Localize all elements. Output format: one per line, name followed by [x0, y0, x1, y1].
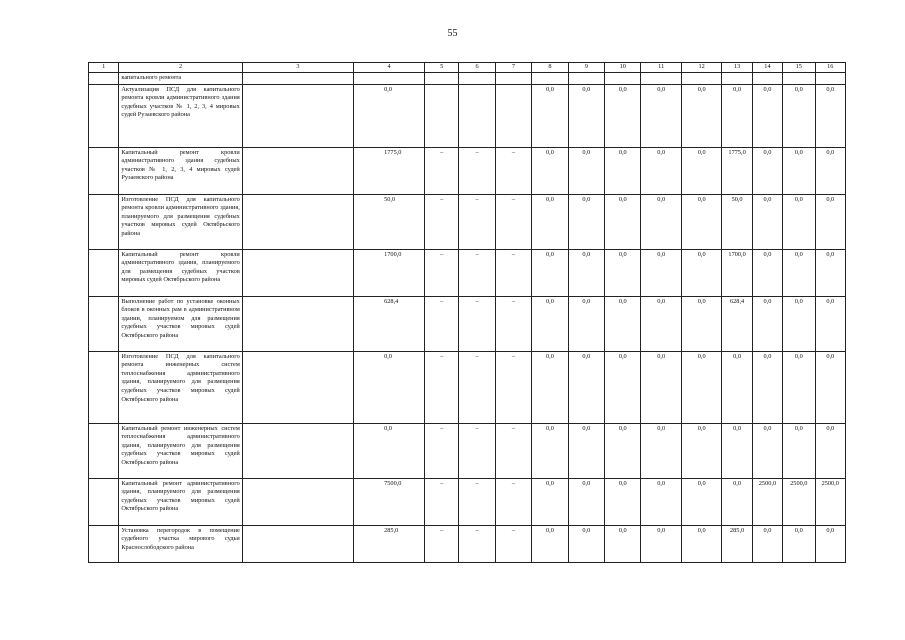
- total-amount-cell: 628,4: [354, 296, 425, 351]
- amount-cell: –: [424, 525, 458, 562]
- executor-cell: [242, 296, 353, 351]
- page-number: 55: [447, 28, 458, 39]
- column-header: 5: [424, 63, 458, 73]
- amount-cell: –: [424, 423, 458, 478]
- amount-cell: 0,0: [532, 84, 568, 147]
- amount-cell: 0,0: [815, 249, 846, 296]
- amount-cell: 0,0: [605, 296, 641, 351]
- amount-cell: –: [424, 296, 458, 351]
- activity-description: Капитальный ремонт инженерных систем теплоснабжения административного здания, планируемого для размещения судебных участков мировых судей Октябрьского района: [119, 423, 242, 478]
- amount-cell: [495, 84, 531, 147]
- executor-cell: [242, 84, 353, 147]
- executor-cell: [242, 351, 353, 423]
- amount-cell: –: [424, 478, 458, 525]
- amount-cell: 0,0: [681, 249, 721, 296]
- amount-cell: –: [495, 478, 531, 525]
- amount-cell: 2500,0: [783, 478, 815, 525]
- amount-cell: 0,0: [783, 525, 815, 562]
- amount-cell: –: [424, 351, 458, 423]
- amount-cell: 0,0: [752, 423, 782, 478]
- amount-cell: –: [495, 194, 531, 249]
- amount-cell: –: [424, 147, 458, 194]
- executor-cell: [242, 478, 353, 525]
- budget-table: [88, 62, 846, 563]
- row-number-cell: [89, 84, 119, 147]
- amount-cell: –: [459, 351, 495, 423]
- amount-cell: 0,0: [532, 194, 568, 249]
- table-row: [89, 423, 846, 478]
- activity-description: Изготовление ПСД для капитального ремонта кровли административного здания, планируемого для размещения судебных участков мировых судей Октябрьского района: [119, 194, 242, 249]
- amount-cell: 0,0: [815, 84, 846, 147]
- amount-cell: 0,0: [681, 525, 721, 562]
- column-header: 16: [815, 63, 846, 73]
- activity-description: капитального ремонта: [119, 72, 242, 84]
- column-header: 4: [354, 63, 425, 73]
- activity-description: Установка перегородок в помещение судебного участка мирового судьи Краснослободского района: [119, 525, 242, 562]
- amount-cell: [783, 72, 815, 84]
- amount-cell: 0,0: [568, 351, 604, 423]
- amount-cell: 0,0: [815, 194, 846, 249]
- amount-cell: –: [459, 296, 495, 351]
- column-header: 9: [568, 63, 604, 73]
- table-row: [89, 249, 846, 296]
- amount-cell: 0,0: [605, 194, 641, 249]
- column-header: 6: [459, 63, 495, 73]
- amount-cell: 2500,0: [752, 478, 782, 525]
- amount-cell: 0,0: [532, 351, 568, 423]
- amount-cell: 0,0: [532, 525, 568, 562]
- total-amount-cell: 285,0: [354, 525, 425, 562]
- amount-cell: 0,0: [752, 525, 782, 562]
- amount-cell: 0,0: [815, 525, 846, 562]
- amount-cell: 0,0: [605, 84, 641, 147]
- row-number-cell: [89, 194, 119, 249]
- row-number-cell: [89, 351, 119, 423]
- amount-cell: 0,0: [783, 249, 815, 296]
- column-header: 11: [641, 63, 681, 73]
- column-header: 15: [783, 63, 815, 73]
- total-amount-cell: 0,0: [354, 423, 425, 478]
- amount-cell: 0,0: [783, 147, 815, 194]
- row-number-cell: [89, 249, 119, 296]
- amount-cell: [681, 72, 721, 84]
- row-number-cell: [89, 478, 119, 525]
- table-row: [89, 72, 846, 84]
- executor-cell: [242, 72, 353, 84]
- amount-cell: 0,0: [568, 423, 604, 478]
- amount-cell: 0,0: [815, 423, 846, 478]
- amount-cell: –: [459, 423, 495, 478]
- executor-cell: [242, 194, 353, 249]
- table-row: [89, 147, 846, 194]
- amount-cell: 0,0: [568, 249, 604, 296]
- total-amount-cell: 1700,0: [354, 249, 425, 296]
- amount-cell: [424, 84, 458, 147]
- table-row: [89, 84, 846, 147]
- amount-cell: 0,0: [752, 147, 782, 194]
- amount-cell: 0,0: [752, 296, 782, 351]
- activity-description: Актуализация ПСД для капитального ремонта кровли административного здания судебных участков № 1, 2, 3, 4 мировых судей Рузаевского района: [119, 84, 242, 147]
- amount-cell: –: [495, 525, 531, 562]
- amount-cell: –: [495, 296, 531, 351]
- amount-cell: 0,0: [681, 351, 721, 423]
- amount-cell: 0,0: [681, 84, 721, 147]
- table-row: [89, 478, 846, 525]
- total-amount-cell: 1775,0: [354, 147, 425, 194]
- column-header: 7: [495, 63, 531, 73]
- column-header: 8: [532, 63, 568, 73]
- column-header: 2: [119, 63, 242, 73]
- amount-cell: 0,0: [605, 351, 641, 423]
- amount-cell: [815, 72, 846, 84]
- amount-cell: [424, 72, 458, 84]
- amount-cell: 0,0: [641, 147, 681, 194]
- column-header: 14: [752, 63, 782, 73]
- amount-cell: 0,0: [641, 478, 681, 525]
- amount-cell: –: [424, 249, 458, 296]
- row-number-cell: [89, 72, 119, 84]
- table-row: [89, 296, 846, 351]
- amount-cell: 0,0: [722, 423, 752, 478]
- amount-cell: 50,0: [722, 194, 752, 249]
- amount-cell: 0,0: [752, 249, 782, 296]
- executor-cell: [242, 147, 353, 194]
- amount-cell: 0,0: [752, 351, 782, 423]
- amount-cell: 0,0: [568, 84, 604, 147]
- executor-cell: [242, 249, 353, 296]
- amount-cell: 0,0: [722, 478, 752, 525]
- amount-cell: 1775,0: [722, 147, 752, 194]
- amount-cell: –: [495, 423, 531, 478]
- executor-cell: [242, 423, 353, 478]
- amount-cell: 285,0: [722, 525, 752, 562]
- amount-cell: –: [495, 249, 531, 296]
- total-amount-cell: 0,0: [354, 84, 425, 147]
- amount-cell: 628,4: [722, 296, 752, 351]
- amount-cell: –: [495, 351, 531, 423]
- amount-cell: 0,0: [532, 296, 568, 351]
- column-header: 12: [681, 63, 721, 73]
- amount-cell: 0,0: [532, 249, 568, 296]
- amount-cell: [495, 72, 531, 84]
- amount-cell: 0,0: [783, 194, 815, 249]
- amount-cell: 0,0: [681, 296, 721, 351]
- amount-cell: 0,0: [783, 296, 815, 351]
- activity-description: Капитальный ремонт кровли административного здания, планируемого для размещения судебных участков мировых судей Октябрьского района: [119, 249, 242, 296]
- amount-cell: [532, 72, 568, 84]
- amount-cell: 0,0: [641, 84, 681, 147]
- column-header: 1: [89, 63, 119, 73]
- amount-cell: 0,0: [532, 147, 568, 194]
- amount-cell: 0,0: [568, 525, 604, 562]
- amount-cell: [752, 72, 782, 84]
- amount-cell: 0,0: [681, 147, 721, 194]
- header-row: [89, 63, 846, 73]
- total-amount-cell: 0,0: [354, 351, 425, 423]
- row-number-cell: [89, 296, 119, 351]
- activity-description: Выполнение работ по установке оконных блоков в оконных рам в административном здании, планируемом для размещения судебных участков мировых судей Октябрьского района: [119, 296, 242, 351]
- amount-cell: –: [459, 249, 495, 296]
- amount-cell: –: [459, 478, 495, 525]
- column-header: 13: [722, 63, 752, 73]
- amount-cell: 0,0: [681, 478, 721, 525]
- amount-cell: 0,0: [641, 525, 681, 562]
- amount-cell: 0,0: [568, 147, 604, 194]
- activity-description: Изготовление ПСД для капитального ремонта инженерных систем теплоснабжения административного здания, планируемого для размещения судебных участков мировых судей Октябрьского района: [119, 351, 242, 423]
- amount-cell: 0,0: [783, 423, 815, 478]
- amount-cell: 0,0: [641, 351, 681, 423]
- amount-cell: 0,0: [605, 249, 641, 296]
- amount-cell: 0,0: [605, 423, 641, 478]
- amount-cell: 0,0: [722, 84, 752, 147]
- amount-cell: [722, 72, 752, 84]
- amount-cell: –: [459, 147, 495, 194]
- amount-cell: 0,0: [681, 423, 721, 478]
- amount-cell: 0,0: [568, 478, 604, 525]
- amount-cell: 0,0: [641, 296, 681, 351]
- amount-cell: 0,0: [783, 84, 815, 147]
- amount-cell: [459, 72, 495, 84]
- amount-cell: –: [495, 147, 531, 194]
- amount-cell: 0,0: [783, 351, 815, 423]
- amount-cell: 0,0: [568, 194, 604, 249]
- amount-cell: 0,0: [532, 423, 568, 478]
- table-row: [89, 351, 846, 423]
- amount-cell: 0,0: [815, 296, 846, 351]
- amount-cell: –: [459, 525, 495, 562]
- total-amount-cell: 7500,0: [354, 478, 425, 525]
- column-header: 3: [242, 63, 353, 73]
- amount-cell: 0,0: [681, 194, 721, 249]
- amount-cell: 0,0: [752, 194, 782, 249]
- activity-description: Капитальный ремонт кровли административного здания судебных участков № 1, 2, 3, 4 мировых судей Рузаевского района: [119, 147, 242, 194]
- amount-cell: [641, 72, 681, 84]
- amount-cell: [568, 72, 604, 84]
- amount-cell: 0,0: [641, 423, 681, 478]
- row-number-cell: [89, 147, 119, 194]
- executor-cell: [242, 525, 353, 562]
- table-row: [89, 194, 846, 249]
- amount-cell: 0,0: [532, 478, 568, 525]
- amount-cell: 0,0: [815, 147, 846, 194]
- amount-cell: 0,0: [605, 525, 641, 562]
- amount-cell: 0,0: [641, 194, 681, 249]
- amount-cell: 0,0: [605, 147, 641, 194]
- amount-cell: –: [459, 194, 495, 249]
- amount-cell: 2500,0: [815, 478, 846, 525]
- amount-cell: 0,0: [641, 249, 681, 296]
- amount-cell: [459, 84, 495, 147]
- column-header: 10: [605, 63, 641, 73]
- row-number-cell: [89, 423, 119, 478]
- activity-description: Капитальный ремонт административного здания, планируемого для размещения судебных участков мировых судей Октябрьского района: [119, 478, 242, 525]
- amount-cell: 0,0: [722, 351, 752, 423]
- total-amount-cell: 50,0: [354, 194, 425, 249]
- amount-cell: 0,0: [752, 84, 782, 147]
- amount-cell: [605, 72, 641, 84]
- amount-cell: 1700,0: [722, 249, 752, 296]
- amount-cell: 0,0: [605, 478, 641, 525]
- table-row: [89, 525, 846, 562]
- amount-cell: 0,0: [815, 351, 846, 423]
- total-amount-cell: [354, 72, 425, 84]
- row-number-cell: [89, 525, 119, 562]
- amount-cell: 0,0: [568, 296, 604, 351]
- amount-cell: –: [424, 194, 458, 249]
